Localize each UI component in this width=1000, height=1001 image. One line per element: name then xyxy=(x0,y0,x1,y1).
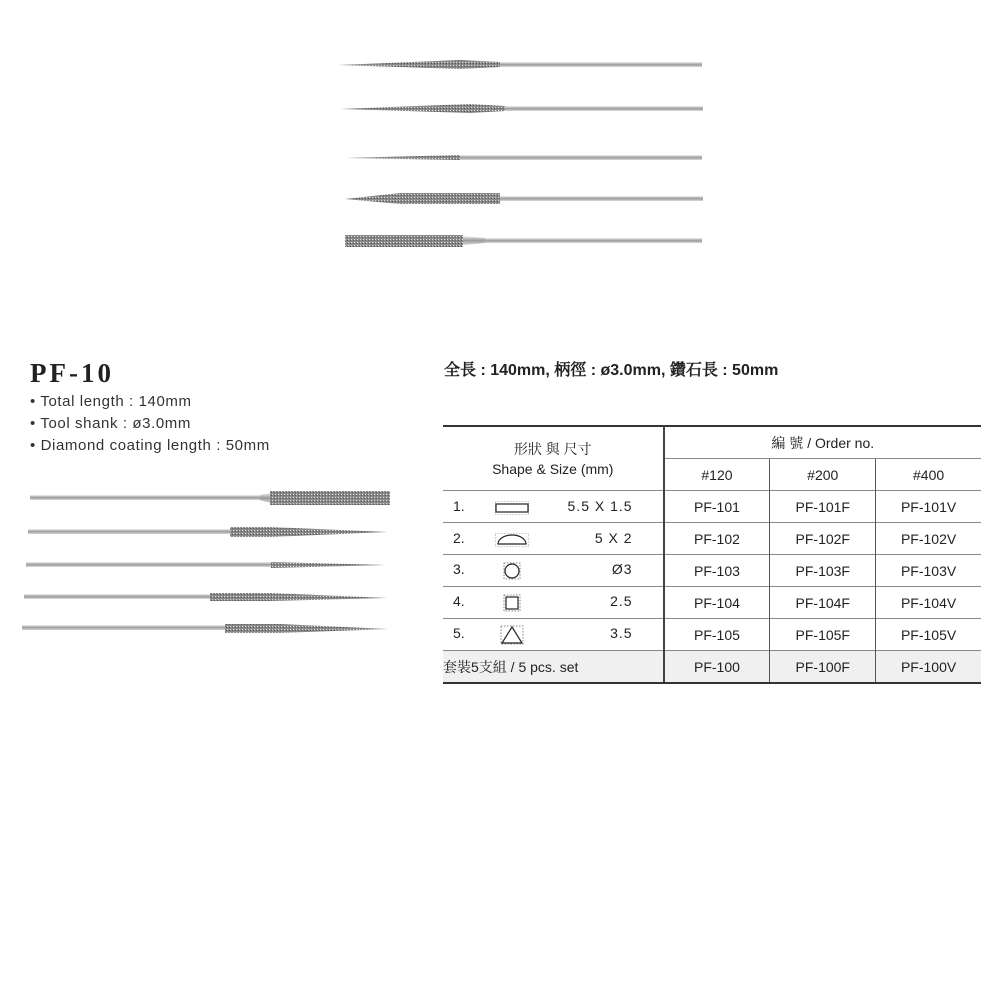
code-cell: PF-105F xyxy=(770,619,876,651)
code-cell: PF-101V xyxy=(876,491,981,523)
code-cell: PF-103 xyxy=(664,555,770,587)
code-cell: PF-103V xyxy=(876,555,981,587)
shape-size-header: 形狀 與 尺寸 Shape & Size (mm) xyxy=(443,426,664,491)
specs-header-zh: 全長 : 140mm, 柄徑 : ø3.0mm, 鑽石長 : 50mm xyxy=(444,362,779,379)
code-cell: PF-104 xyxy=(664,587,770,619)
table-row: 4. 2.5 PF-104 PF-104F PF-104V xyxy=(443,587,981,619)
file-flat-taper xyxy=(338,60,702,69)
grit-header-400: #400 xyxy=(913,466,945,483)
table-row: 1. 5.5 X 1.5 PF-101 PF-101F PF-101V xyxy=(443,491,981,523)
set-code-400: PF-100V xyxy=(876,651,981,684)
grit-header-200: #200 xyxy=(770,459,876,491)
product-photo-files-top xyxy=(330,50,710,255)
file-lower-3 xyxy=(26,562,385,568)
rectangle-icon xyxy=(495,501,529,515)
circle-icon xyxy=(495,562,529,580)
spec-list xyxy=(30,391,270,457)
order-table xyxy=(443,425,981,684)
file-lower-1 xyxy=(30,491,390,505)
code-cell: PF-104V xyxy=(876,587,981,619)
code-cell: PF-105V xyxy=(876,619,981,651)
code-cell: PF-102 xyxy=(664,523,770,555)
file-triangle xyxy=(345,235,702,247)
code-cell: PF-101F xyxy=(770,491,876,523)
grit-header-120: #120 xyxy=(664,459,770,491)
table-row: 5. 3.5 PF-105 PF-105F PF-105V xyxy=(443,619,981,651)
order-no-header: 編 號 / Order no. xyxy=(664,426,981,459)
file-lower-4 xyxy=(24,593,388,601)
table-row: 3. Ø3 PF-103 PF-103F PF-103V xyxy=(443,555,981,587)
spec-total-length: • Total length : 140mm xyxy=(30,391,270,413)
set-code-120: PF-100 xyxy=(664,651,770,684)
set-row xyxy=(443,651,981,684)
triangle-icon xyxy=(495,625,529,645)
table-row: 2. 5 X 2 PF-102 PF-102F PF-102V xyxy=(443,523,981,555)
code-cell: PF-103F xyxy=(770,555,876,587)
product-photo-files-bottom xyxy=(20,485,400,645)
spec-diamond-coating: • Diamond coating length : 50mm xyxy=(30,435,270,457)
square-icon xyxy=(495,594,529,612)
set-label: 套裝5支組 / 5 pcs. set xyxy=(443,651,664,684)
file-round xyxy=(345,155,702,160)
code-cell: PF-101 xyxy=(664,491,770,523)
spec-tool-shank: • Tool shank : ø3.0mm xyxy=(30,413,270,435)
file-square xyxy=(345,193,703,204)
model-title: PF-10 xyxy=(30,358,114,388)
code-cell: PF-105 xyxy=(664,619,770,651)
set-code-200: PF-100F xyxy=(770,651,876,684)
code-cell: PF-102F xyxy=(770,523,876,555)
file-lower-5 xyxy=(22,624,388,633)
file-half-round xyxy=(340,104,703,113)
code-cell: PF-102V xyxy=(876,523,981,555)
half-round-icon xyxy=(495,533,529,547)
file-lower-2 xyxy=(28,527,388,537)
code-cell: PF-104F xyxy=(770,587,876,619)
